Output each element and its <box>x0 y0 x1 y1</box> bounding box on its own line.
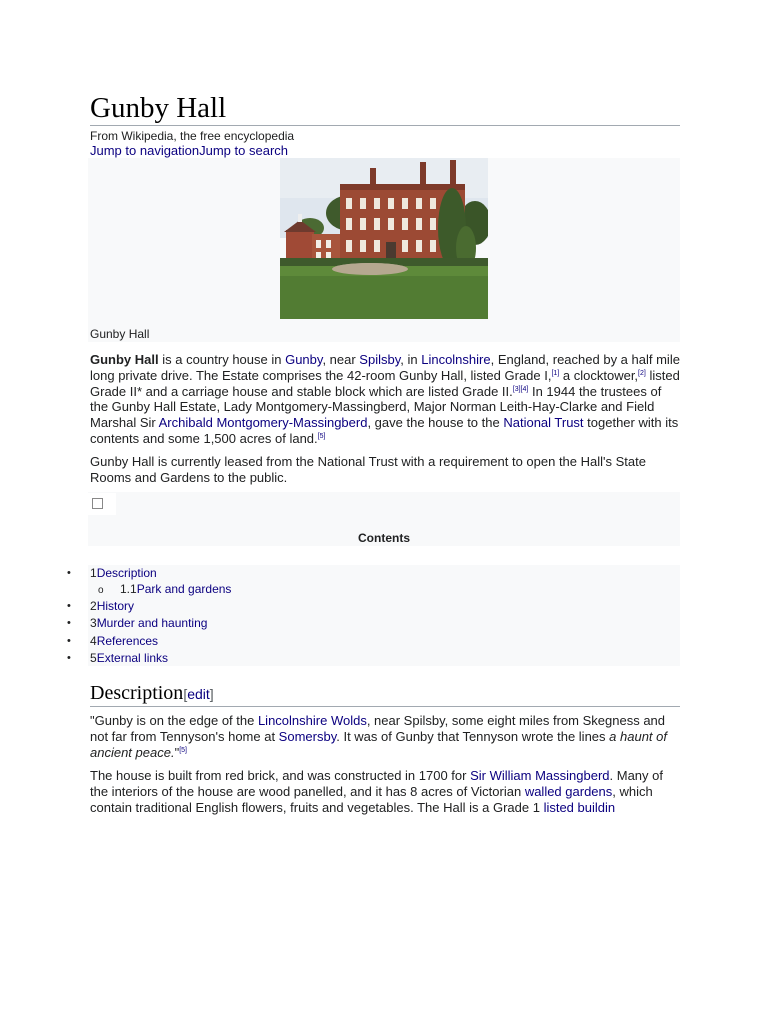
intro-paragraph-1: Gunby Hall is a country house in Gunby, near Spilsby, in Lincolnshire, England, reached by a half mile long private drive. The Estate comprises the 42-room Gunby Hall, listed Grade I,[1] a clocktower,[2] listed Grade II* and a carriage house and stable block which are listed Grade II.[3][4] In 1944 the trustees of the Gunby Hall Estate, Lady Montgomery-Massingberd, Major Norman Leith-Hay-Clarke and Field Marshal Sir Archibald Montgomery-Massingberd, gave the house to the National Trust together with its contents and some 1,500 acres of land.[5] <box>90 352 680 446</box>
toc-title: Contents <box>358 531 410 545</box>
jump-to-search-link[interactable]: Jump to search <box>199 143 288 158</box>
toc-item-description[interactable]: 1Description <box>90 566 157 580</box>
link-national-trust[interactable]: National Trust <box>503 415 584 431</box>
jump-links <box>90 143 288 159</box>
toc-item-murder-and-haunting[interactable]: 3Murder and haunting <box>90 616 208 630</box>
intro-paragraph-2: Gunby Hall is currently leased from the National Trust with a requirement to open the Hall's State Rooms and Gardens to the public. <box>90 454 646 485</box>
link-archibald-montgomery-massingberd[interactable]: Archibald Montgomery-Massingberd <box>158 415 368 431</box>
ref-2[interactable]: [2] <box>638 369 646 377</box>
description-paragraph-2: The house is built from red brick, and was constructed in 1700 for Sir William Massingberd. Many of the interiors of the house are wood panelled, and it has 8 acres of Victorian walled gardens, which contain traditional English flowers, fruits and vegetables. The Hall is a Grade 1 listed buildin <box>90 768 663 815</box>
description-paragraph-1: "Gunby is on the edge of the Lincolnshire Wolds, near Spilsby, some eight miles from Skegness and not far from Tennyson's home at Somersby. It was of Gunby that Tennyson wrote the lines a haunt of ancient peace."[5] <box>90 713 667 760</box>
link-gunby[interactable]: Gunby <box>285 352 323 367</box>
toc-item-external-links[interactable]: 5External links <box>90 651 169 665</box>
edit-section: [edit] <box>183 686 214 702</box>
link-listed-building[interactable]: listed buildin <box>543 799 616 815</box>
link-sir-william-massingberd[interactable]: Sir William Massingberd <box>470 768 610 783</box>
toc-toggle-checkbox[interactable] <box>92 498 103 509</box>
jump-to-navigation-link[interactable]: Jump to navigation <box>90 143 200 158</box>
circle-bullet-icon: o <box>98 585 104 596</box>
ref-1[interactable]: [1] <box>551 369 560 377</box>
link-walled-gardens[interactable]: walled gardens <box>524 783 613 799</box>
bullet-icon: • <box>67 635 71 647</box>
bullet-icon: • <box>67 567 71 579</box>
gunby-hall-image <box>280 158 488 319</box>
ref-4[interactable]: [4] <box>520 385 529 393</box>
edit-link[interactable]: edit <box>187 686 210 702</box>
gunby-hall-photo[interactable] <box>280 158 488 319</box>
toc-item-references[interactable]: 4References <box>90 634 159 648</box>
infobox-caption: Gunby Hall <box>90 327 150 341</box>
bullet-icon: • <box>67 652 71 664</box>
article-subject: Gunby Hall <box>90 352 159 367</box>
link-lincolnshire[interactable]: Lincolnshire <box>421 352 491 367</box>
link-spilsby[interactable]: Spilsby <box>359 352 401 367</box>
bullet-icon: • <box>67 617 71 629</box>
ref-5-b[interactable]: [5] <box>179 746 187 754</box>
ref-5[interactable]: [5] <box>317 432 326 440</box>
toc-item-park-and-gardens[interactable]: 1.1Park and gardens <box>120 582 232 596</box>
page-title: Gunby Hall <box>90 91 680 126</box>
ref-3[interactable]: [3] <box>512 385 521 393</box>
toc-item-history[interactable]: 2History <box>90 599 135 613</box>
section-heading-description: Description[edit] <box>90 681 680 707</box>
link-somersby[interactable]: Somersby <box>278 728 337 744</box>
bullet-icon: • <box>67 600 71 612</box>
link-lincolnshire-wolds[interactable]: Lincolnshire Wolds <box>257 713 367 728</box>
site-tagline: From Wikipedia, the free encyclopedia <box>90 129 295 143</box>
